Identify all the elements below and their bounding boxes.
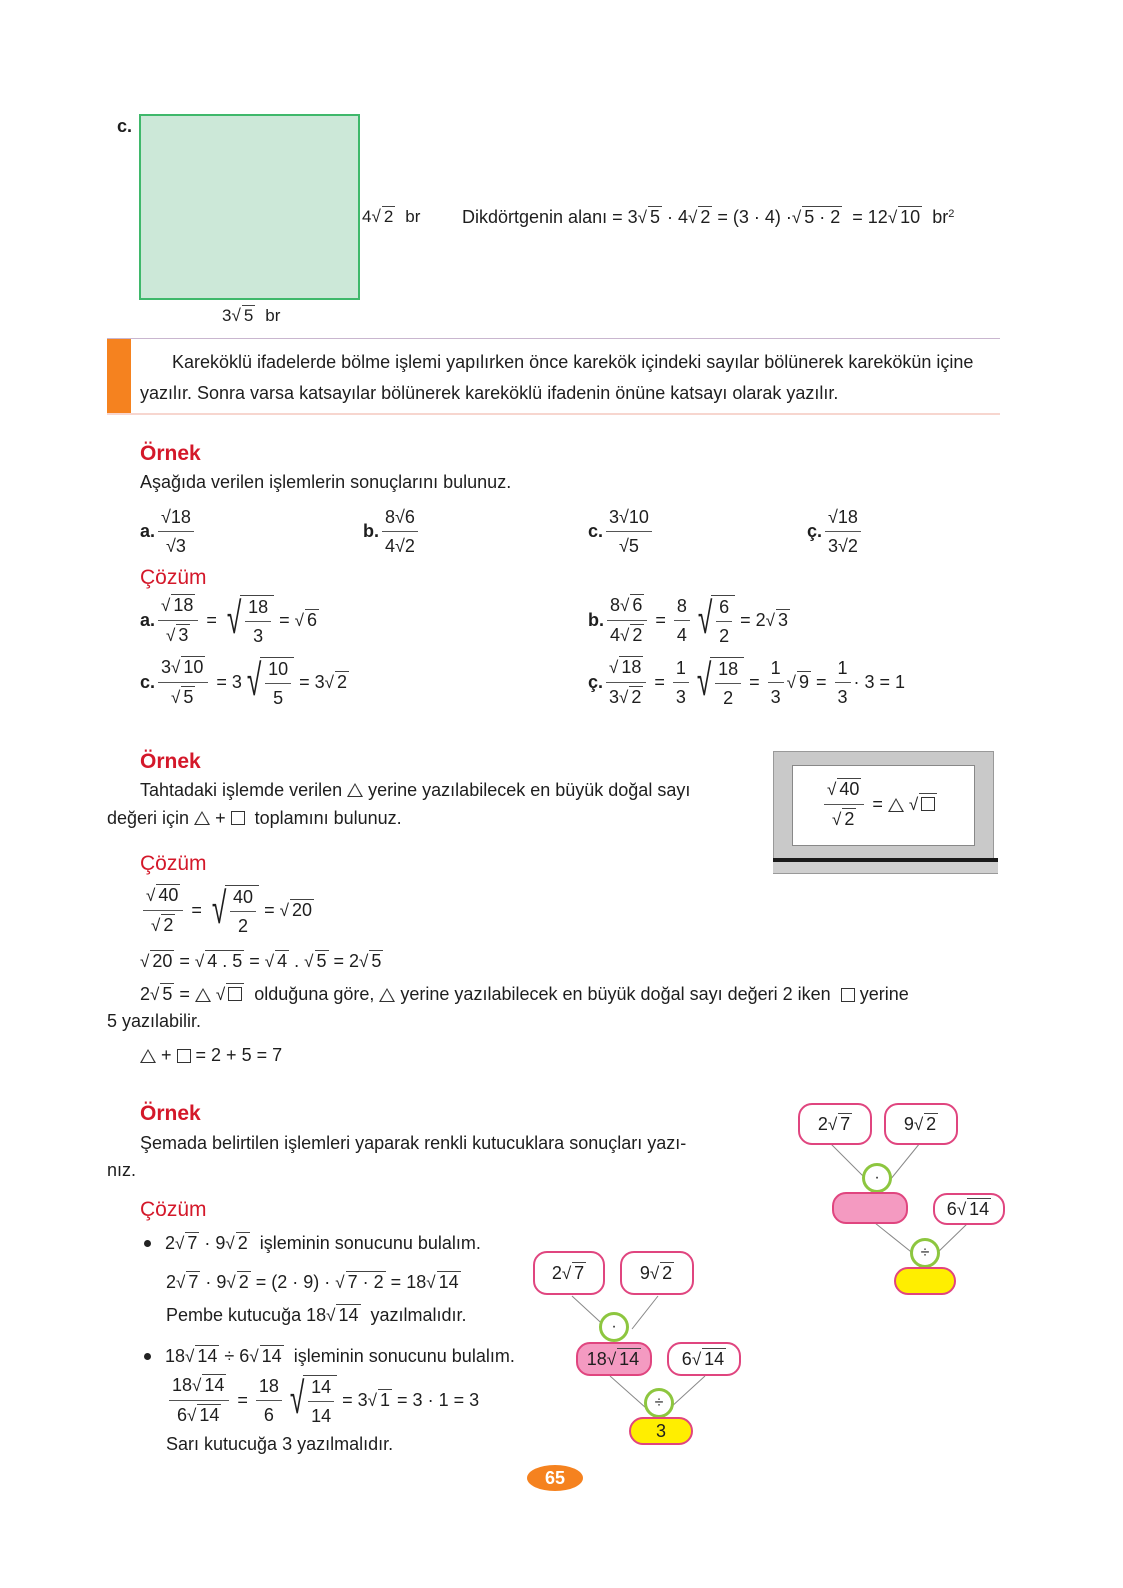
rect-height-label	[362, 207, 420, 227]
sqrt: √ 9	[786, 672, 809, 692]
sqrt: √ 6	[294, 610, 317, 630]
fraction: $\frac{1}{3}$	[835, 657, 851, 708]
problem-cc	[807, 506, 864, 557]
fraction: $\frac{3√10}{√5}$	[606, 506, 652, 557]
problem-c	[588, 506, 655, 557]
example3-title: Örnek	[140, 1102, 201, 1125]
label: a.	[140, 610, 156, 630]
schema-filled	[551, 1245, 750, 1450]
sqrt: √ 2	[324, 672, 348, 692]
schema-box-right: 6 √ 14	[667, 1342, 741, 1376]
bullet-icon	[144, 1240, 151, 1247]
example3-solution-title: Çözüm	[140, 1198, 207, 1221]
square-icon	[231, 811, 245, 825]
chalkboard-surface	[792, 765, 975, 846]
triangle-icon	[140, 1049, 156, 1063]
t: 3	[627, 207, 638, 227]
t: 2	[755, 610, 766, 630]
green-rectangle	[139, 114, 360, 300]
label: b.	[363, 521, 379, 541]
square-icon	[921, 797, 935, 811]
schema-box-top-left: 2 √ 7	[533, 1251, 605, 1295]
label: ç.	[588, 672, 604, 692]
coef: 3	[222, 306, 232, 325]
example1-title: Örnek	[140, 442, 201, 465]
t: 12	[867, 207, 888, 227]
big-sqrt: √ $\frac{10}{5}$	[242, 657, 294, 709]
bullet2: 18 √ 14 ÷ 6 √ 14 işleminin sonucunu bulalım.	[144, 1346, 515, 1367]
big-sqrt: √ $\frac{6}{2}$	[693, 595, 735, 647]
fraction: $\frac{√ 18}{√ 3}$	[158, 594, 198, 647]
example2-step3: 2 √ 5 = √ olduğuna göre, yerine yazılabilecek en büyük doğal sayı değeri 2 iken yerine	[140, 984, 909, 1004]
problem-a	[140, 506, 197, 557]
fraction: $\frac{3√ 10}{√ 5}$	[158, 656, 208, 709]
unit: br	[405, 207, 421, 226]
exponent: 2	[948, 207, 955, 220]
sqrt: √ 10	[887, 207, 921, 227]
result2: Sarı kutucuğa 3 yazılmalıdır.	[166, 1434, 394, 1454]
sqrt: √ 2	[371, 207, 394, 226]
fraction: $\frac{1}{3}$	[673, 657, 689, 708]
example2-prompt-line1: Tahtadaki işlemde verilen yerine yazılabilecek en büyük doğal sayı	[140, 780, 691, 800]
unit: br	[265, 306, 281, 325]
example2-prompt-line2: değeri için + toplamını bulunuz.	[107, 808, 402, 828]
rect-width-label	[222, 306, 280, 326]
info-text: Kareköklü ifadelerde bölme işlemi yapılırken önce karekök içindeki sayılar bölünerek karekökün içine yazılır. Sonra varsa katsayılar bölünerek kareköklü ifadenin önüne katsayı olarak yazılır.	[140, 352, 974, 403]
label: b.	[588, 610, 604, 630]
multiply-operator-icon: ·	[599, 1312, 629, 1342]
big-sqrt: √ $\frac{14}{14}$	[285, 1375, 337, 1427]
schema-box-right[interactable]: 6 √ 14	[933, 1193, 1005, 1225]
fraction: $\frac{1}{3}$	[768, 657, 784, 708]
divide-operator-icon: ÷	[910, 1238, 940, 1268]
example2-title: Örnek	[140, 750, 201, 773]
sqrt: √ 5	[231, 306, 254, 325]
page-number-badge: 65	[527, 1465, 583, 1491]
bullet-icon	[144, 1353, 151, 1360]
part-c-label: c.	[117, 116, 133, 136]
schema-yellow-box: 3	[629, 1417, 693, 1445]
square-icon	[228, 987, 242, 1001]
schema-empty	[790, 1095, 1010, 1305]
t: 4	[678, 207, 689, 227]
big-sqrt: √ $\frac{18}{2}$	[692, 657, 744, 709]
triangle-icon	[194, 811, 210, 825]
t: (3 · 4)	[732, 207, 781, 227]
triangle-icon	[379, 988, 395, 1002]
example3-prompt-line2: nız.	[107, 1160, 137, 1180]
schema-box-top-left[interactable]: 2 √ 7	[798, 1103, 872, 1145]
info-box	[107, 338, 1000, 415]
calc2: $\frac{18√ 14}{6√ 14}$ = $\frac{18}{6}$ √ $\frac{14}{14}$ = 3 √ 1 = 3 · 1 = 3	[166, 1374, 479, 1427]
result1: Pembe kutucuğa 18 √ 14 yazılmalıdır.	[166, 1305, 467, 1325]
label: c.	[140, 672, 156, 692]
t: 3	[314, 672, 325, 692]
example3-prompt-line1: Şemada belirtilen işlemleri yaparak renkli kutucuklara sonuçları yazı-	[140, 1133, 687, 1153]
fraction: $\frac{√18}{3√2}$	[825, 506, 861, 557]
schema-box-top-right[interactable]: 9 √ 2	[884, 1103, 958, 1145]
square-icon	[841, 988, 855, 1002]
solution-cc: ç. $\frac{√ 18}{3√ 2}$ = $\frac{1}{3}$ √ $\frac{18}{2}$ = $\frac{1}{3}$ √ 9 = $\frac{1}{3}$ · 3 = 1	[588, 655, 906, 708]
example1-prompt: Aşağıda verilen işlemlerin sonuçlarını bulunuz.	[140, 472, 512, 492]
area-text: Dikdörtgenin alanı =	[462, 207, 623, 227]
board-equation: $\frac{√ 40}{√ 2}$ = √	[821, 778, 937, 831]
schema-yellow-box[interactable]	[894, 1267, 956, 1295]
label: ç.	[807, 521, 823, 541]
sqrt: √ 5	[637, 207, 660, 227]
triangle-icon	[195, 988, 211, 1002]
solution-c: c. $\frac{3√ 10}{√ 5}$ = 3 √ $\frac{10}{5}$ = 3 √ 2	[140, 655, 348, 708]
sqrt: √ 3	[765, 610, 788, 630]
sqrt: √ 2	[688, 207, 711, 227]
square-icon	[177, 1049, 191, 1063]
coef: 4	[362, 207, 372, 226]
example2-step1: $\frac{√ 40}{√ 2}$ = √ $\frac{40}{2}$ = √ 20	[140, 884, 314, 937]
example2-step2: √ 20 = √ 4 . 5 = √ 4 . √ 5 = 2 √ 5	[140, 951, 382, 971]
fraction: $\frac{√ 18}{3√ 2}$	[606, 656, 646, 709]
t: · 3 = 1	[853, 672, 906, 692]
bullet1: 2 √ 7 · 9 √ 2 işleminin sonucunu bulalım.	[144, 1233, 481, 1254]
chalkboard	[773, 751, 994, 860]
chalkboard-tray	[773, 862, 998, 874]
fraction: $\frac{8√6}{4√2}$	[382, 506, 418, 557]
example2-step3-cont: 5 yazılabilir.	[107, 1011, 202, 1031]
multiply-operator-icon: ·	[862, 1163, 892, 1193]
example1-solution-title: Çözüm	[140, 566, 207, 589]
fraction: $\frac{8√ 6}{4√ 2}$	[607, 594, 647, 647]
schema-pink-box: 18 √ 14	[576, 1342, 652, 1376]
solution-b: b. $\frac{8√ 6}{4√ 2}$ = $\frac{8}{4}$ √ $\frac{6}{2}$ = 2 √ 3	[588, 593, 788, 646]
fraction: $\frac{√18}{√3}$	[158, 506, 194, 557]
label: a.	[140, 521, 156, 541]
triangle-icon	[888, 798, 904, 812]
unit: br	[932, 207, 949, 227]
calc1: 2 √ 7 · 9 √ 2 = (2 · 9) · √ 7 · 2 = 18 √ 14	[166, 1272, 459, 1292]
t: 3	[231, 672, 242, 692]
label: c.	[588, 521, 604, 541]
big-sqrt: √ $\frac{40}{2}$	[207, 885, 259, 937]
fraction: $\frac{8}{4}$	[674, 595, 690, 646]
divide-operator-icon: ÷	[644, 1388, 674, 1418]
schema-box-top-right: 9 √ 2	[620, 1251, 694, 1295]
problem-b	[363, 506, 421, 557]
example2-solution-title: Çözüm	[140, 852, 207, 875]
big-sqrt: √ $\frac{18}{3}$	[222, 595, 274, 647]
schema-pink-box[interactable]	[832, 1192, 908, 1224]
area-equation: Dikdörtgenin alanı = 3 √ 5 · 4 √ 2 = (3 · 4) · √ 5 · 2 = 12 √ 10 br $^2$	[462, 207, 955, 227]
example2-step4: + = 2 + 5 = 7	[140, 1045, 282, 1066]
info-accent-bar	[107, 339, 131, 413]
triangle-icon	[347, 783, 363, 797]
solution-a: a. $\frac{√ 18}{√ 3}$ = √ $\frac{18}{3}$ = √ 6	[140, 593, 317, 646]
sqrt: √ 5 · 2	[791, 207, 841, 227]
